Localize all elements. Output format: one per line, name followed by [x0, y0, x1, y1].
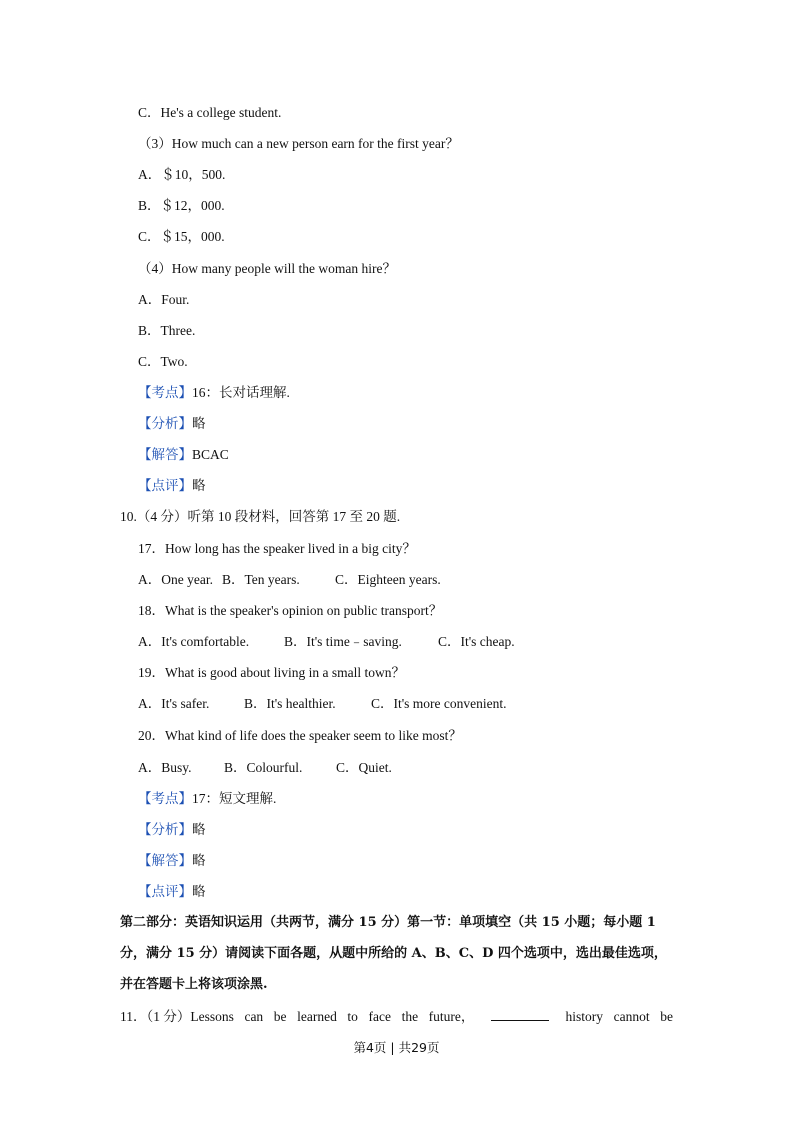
q11-word: be [660, 1009, 673, 1024]
fenxi-text: 略 [192, 416, 206, 431]
q9-sub3-option-c: C．＄15，000. [138, 229, 225, 244]
q11-word: 11．（1 分）Lessons [120, 1009, 234, 1024]
dianping-tag: 【点评】 [138, 884, 192, 899]
q11-word: face [368, 1009, 391, 1024]
dianping-text: 略 [192, 884, 206, 899]
q9-sub3-option-a: A．＄10，500. [138, 167, 226, 182]
jieda-text: 略 [192, 853, 206, 868]
q17-option-a: A．One year. [138, 572, 213, 587]
fenxi-tag: 【分析】 [138, 822, 192, 837]
q17-option-b: B．Ten years. [222, 572, 300, 587]
q11-word: the [401, 1009, 419, 1024]
q20-option-c: C．Quiet. [336, 760, 392, 775]
q9-sub4-option-b: B．Three. [138, 323, 196, 338]
q9-option-c: C．He's a college student. [138, 105, 282, 120]
q18-option-c: C．It's cheap. [438, 634, 515, 649]
q9-sub4-option-a: A．Four. [138, 292, 190, 307]
q18-question: 18．What is the speaker's opinion on public transport？ [138, 603, 443, 618]
q11-word: future， [428, 1009, 475, 1024]
dianping-tag: 【点评】 [138, 478, 192, 493]
q18-option-b: B．It's time﹣saving. [284, 634, 402, 649]
q17-options [138, 571, 441, 589]
q11-stem [120, 1008, 673, 1026]
q10-dianping [138, 883, 206, 901]
q11-word: to [347, 1009, 358, 1024]
q10-fenxi [138, 821, 206, 839]
q17-option-c: C．Eighteen years. [335, 572, 441, 587]
q10-kaodian [138, 790, 276, 808]
q19-question: 19．What is good about living in a small town？ [138, 665, 405, 680]
q20-option-a: A．Busy. [138, 760, 192, 775]
q11-word: history [565, 1009, 604, 1024]
q9-kaodian [138, 384, 290, 402]
q11-word: be [273, 1009, 287, 1024]
q19-option-b: B．It's healthier. [244, 696, 336, 711]
q9-sub3-option-b: B．＄12，000. [138, 198, 225, 213]
kaodian-text: 16：长对话理解. [192, 385, 290, 400]
q9-sub3-question: （3）How much can a new person earn for the first year？ [138, 136, 459, 151]
q9-jieda [138, 446, 229, 464]
q18-options [138, 633, 515, 651]
jieda-tag: 【解答】 [138, 853, 192, 868]
q11-word: can [244, 1009, 264, 1024]
q19-options [138, 695, 507, 713]
q9-fenxi [138, 415, 206, 433]
q11-word: cannot [613, 1009, 650, 1024]
part2-instructions-line2: 分，满分 15 分）请阅读下面各题，从题中所给的 A、B、C、D 四个选项中，选出最佳选项， [120, 946, 667, 961]
q9-sub4-question: （4）How many people will the woman hire？ [138, 261, 396, 276]
dianping-text: 略 [192, 478, 206, 493]
jieda-text: BCAC [192, 447, 229, 462]
q18-option-a: A．It's comfortable. [138, 634, 250, 649]
page-footer: 第4页 | 共29页 [353, 1040, 440, 1055]
q20-question: 20．What kind of life does the speaker seem to like most？ [138, 728, 462, 743]
q11-word: learned [297, 1009, 337, 1024]
q17-question: 17．How long has the speaker lived in a big city？ [138, 541, 416, 556]
q19-option-a: A．It's safer. [138, 696, 210, 711]
q10-header: 10.（4 分）听第 10 段材料，回答第 17 至 20 题. [120, 509, 401, 524]
q19-option-c: C．It's more convenient. [371, 696, 507, 711]
fenxi-tag: 【分析】 [138, 416, 192, 431]
part2-instructions-line3: 并在答题卡上将该项涂黑. [120, 977, 268, 992]
jieda-tag: 【解答】 [138, 447, 192, 462]
q9-sub4-option-c: C．Two. [138, 354, 188, 369]
q10-jieda [138, 852, 206, 870]
q20-option-b: B．Colourful. [224, 760, 303, 775]
part2-instructions-line1: 第二部分：英语知识运用（共两节，满分 15 分）第一节：单项填空（共 15 小题；每小题 1 [120, 915, 656, 930]
fenxi-text: 略 [192, 822, 206, 837]
answer-blank [491, 1008, 549, 1021]
q20-options [138, 759, 392, 777]
kaodian-tag: 【考点】 [138, 791, 192, 806]
q9-dianping [138, 477, 206, 495]
kaodian-tag: 【考点】 [138, 385, 192, 400]
kaodian-text: 17：短文理解. [192, 791, 277, 806]
